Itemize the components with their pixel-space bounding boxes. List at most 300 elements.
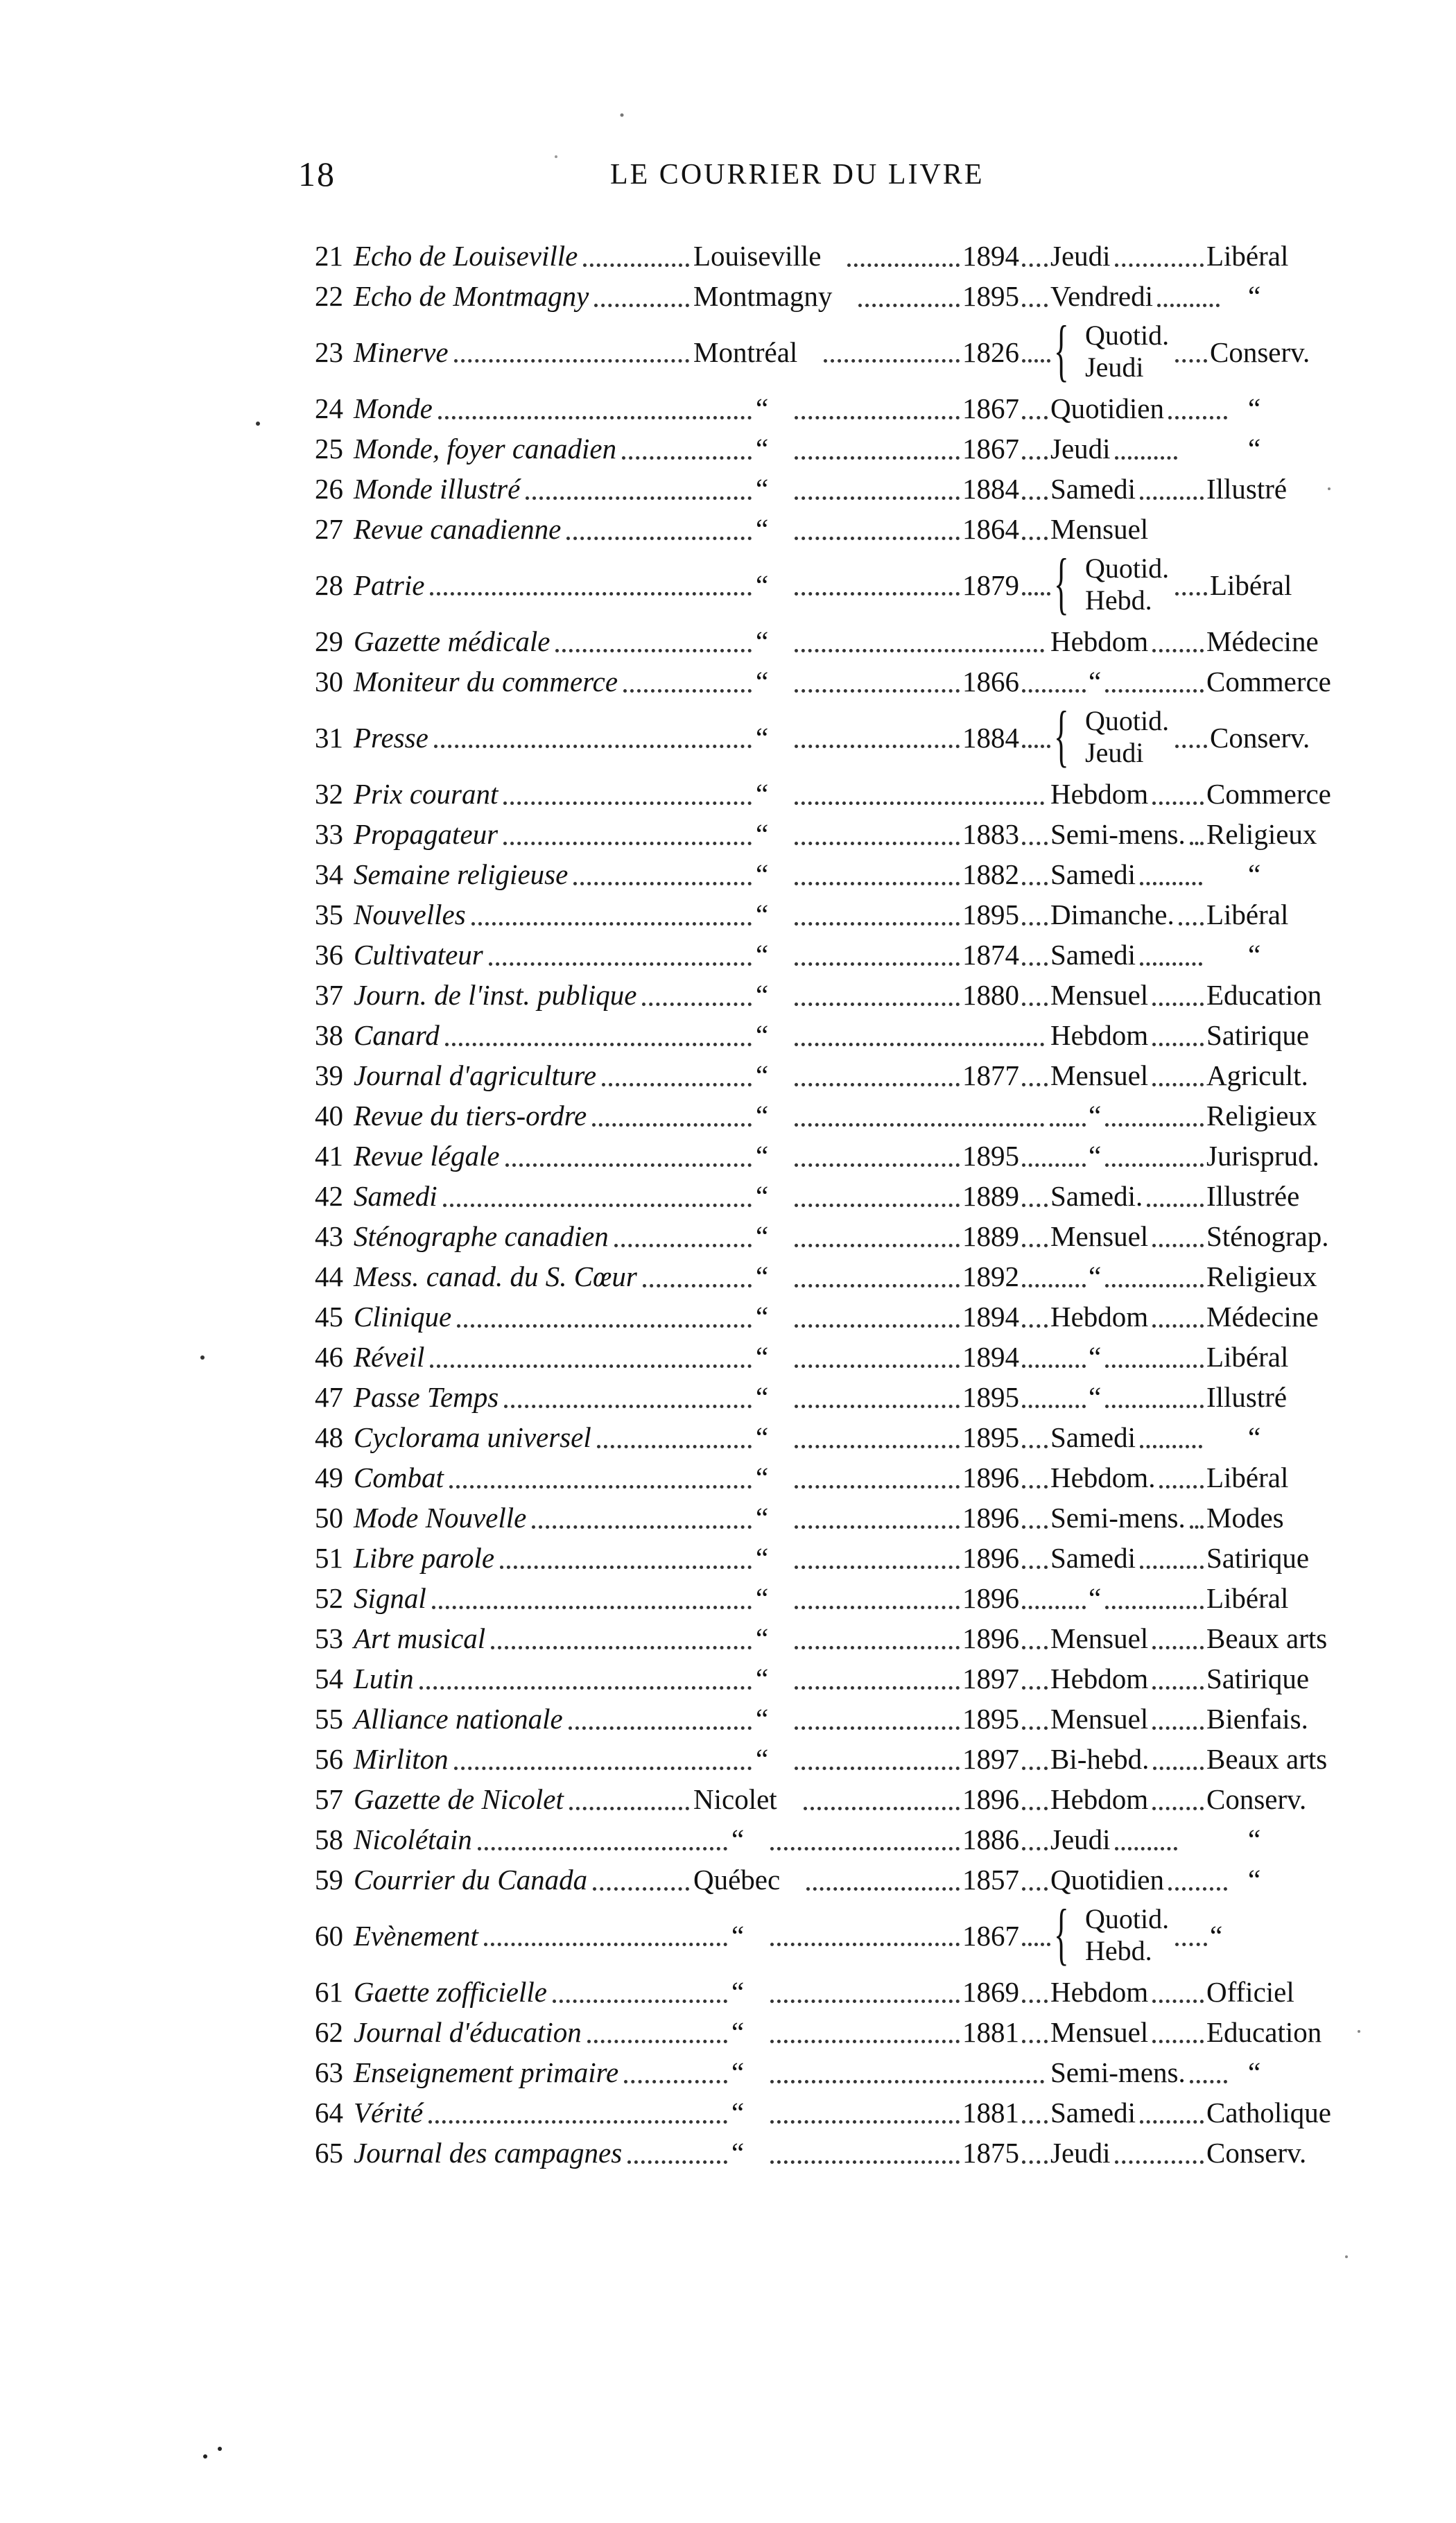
political-orientation: Satirique <box>1206 1542 1310 1574</box>
city: “ <box>731 1823 745 1855</box>
entry-number: 45 <box>315 1301 343 1333</box>
dot-leader <box>491 1646 752 1649</box>
periodicity-primary: Quotid. <box>1085 320 1170 351</box>
periodicity: “ <box>1089 1140 1102 1172</box>
founding-year: 1877 <box>962 1059 1019 1091</box>
dot-leader <box>1050 1123 1086 1127</box>
entry-number: 48 <box>315 1421 343 1453</box>
dot-leader <box>770 2120 960 2124</box>
political-orientation: Conserv. <box>1210 336 1310 368</box>
dot-leader <box>795 1244 960 1247</box>
founding-year: 1882 <box>962 858 1019 890</box>
periodicity: Samedi. <box>1050 1180 1143 1212</box>
dot-leader <box>597 1445 752 1448</box>
entry-number: 26 <box>315 473 343 505</box>
periodicity: Vendredi <box>1050 280 1154 312</box>
periodicity: “ <box>1089 1260 1102 1292</box>
dot-leader <box>434 745 752 748</box>
dot-leader <box>1022 1364 1086 1368</box>
entry-number: 31 <box>315 722 343 754</box>
list-item <box>0 236 1456 276</box>
newspaper-title: Mode Nouvelle <box>354 1502 527 1534</box>
political-orientation: Religieux <box>1206 818 1317 850</box>
dot-leader <box>553 2000 727 2003</box>
political-orientation: Commerce <box>1206 778 1331 810</box>
entry-number: 29 <box>315 625 343 657</box>
entry-number: 33 <box>315 818 343 850</box>
newspaper-title: Journ. de l'inst. publique <box>354 979 637 1011</box>
city: “ <box>756 1421 769 1453</box>
list-item <box>0 428 1456 469</box>
founding-year: 1884 <box>962 473 1019 505</box>
list-item <box>0 661 1456 702</box>
dot-leader <box>795 1364 960 1368</box>
founding-year: 1896 <box>962 1462 1019 1493</box>
periodicity: Hebdom <box>1050 1663 1149 1694</box>
dot-leader <box>1022 689 1086 693</box>
list-item <box>0 814 1456 854</box>
list-item <box>0 1859 1456 1900</box>
newspaper-title: Réveil <box>354 1341 425 1373</box>
dot-leader <box>1168 416 1227 419</box>
dot-leader <box>795 1767 960 1770</box>
newspaper-title: Monde illustré <box>354 473 521 505</box>
entry-number: 23 <box>315 336 343 368</box>
political-orientation: Libéral <box>1206 240 1289 272</box>
city: “ <box>756 818 769 850</box>
list-item <box>0 1618 1456 1658</box>
entry-number: 50 <box>315 1502 343 1534</box>
city: “ <box>756 1019 769 1051</box>
dot-leader <box>1022 2120 1048 2124</box>
periodicity: Semi-mens. <box>1050 1502 1186 1534</box>
political-orientation: Libéral <box>1206 1341 1289 1373</box>
dot-leader <box>1115 2160 1204 2164</box>
dot-leader <box>1105 1364 1204 1368</box>
newspaper-title: Gazette médicale <box>354 625 551 657</box>
city: “ <box>756 1059 769 1091</box>
political-orientation: Catholique <box>1206 2097 1331 2128</box>
periodicity-primary: Quotid. <box>1085 705 1170 736</box>
list-item <box>0 1216 1456 1256</box>
dot-leader <box>795 1646 960 1649</box>
dot-leader <box>1140 2120 1204 2124</box>
city: “ <box>756 433 769 465</box>
political-orientation: Conserv. <box>1210 722 1310 754</box>
dot-leader <box>573 882 752 885</box>
periodicity: “ <box>1089 666 1102 697</box>
newspaper-title: Journal d'agriculture <box>354 1059 597 1091</box>
dot-leader <box>1152 1083 1204 1086</box>
dot-leader <box>1105 1123 1204 1127</box>
newspaper-title: Samedi <box>354 1180 437 1212</box>
list-item <box>0 1819 1456 1859</box>
political-orientation: Illustré <box>1206 473 1288 505</box>
entry-number: 41 <box>315 1140 343 1172</box>
list-item <box>0 311 1456 388</box>
entry-number: 22 <box>315 280 343 312</box>
periodicity-secondary: Hebd. <box>1085 1935 1152 1966</box>
dot-leader <box>1022 263 1048 267</box>
founding-year: 1895 <box>962 899 1019 930</box>
dot-leader <box>1115 456 1177 460</box>
dot-leader <box>770 1847 960 1850</box>
founding-year: 1867 <box>962 433 1019 465</box>
dot-leader <box>1022 1686 1048 1690</box>
political-orientation: Beaux arts <box>1206 1743 1328 1775</box>
dot-leader <box>795 922 960 926</box>
speck <box>218 2447 222 2451</box>
political-orientation: Modes <box>1206 1502 1284 1534</box>
page-number: 18 <box>298 155 336 193</box>
dot-leader <box>1022 1003 1048 1006</box>
dot-leader <box>1190 1525 1204 1529</box>
periodicity: Mensuel <box>1050 979 1149 1011</box>
dot-leader <box>1022 1244 1048 1247</box>
political-orientation: Satirique <box>1206 1019 1310 1051</box>
list-item <box>0 1538 1456 1578</box>
political-orientation: Conserv. <box>1206 2137 1307 2169</box>
dot-leader <box>430 1364 752 1368</box>
dot-leader <box>795 1003 960 1006</box>
city: “ <box>731 1920 745 1952</box>
city: “ <box>756 1220 769 1252</box>
entry-number: 46 <box>315 1341 343 1373</box>
periodicity: Semi-mens. <box>1050 818 1186 850</box>
list-item <box>0 975 1456 1015</box>
political-orientation: “ <box>1248 433 1261 465</box>
dot-leader <box>583 263 689 267</box>
list-item <box>0 1658 1456 1699</box>
dot-leader <box>1022 1767 1048 1770</box>
dot-leader <box>1022 1887 1048 1891</box>
city: “ <box>756 473 769 505</box>
founding-year: 1866 <box>962 666 1019 697</box>
dot-leader <box>770 2160 960 2164</box>
political-orientation: Libéral <box>1210 569 1292 601</box>
city: Louiseville <box>693 240 822 272</box>
dot-leader <box>770 1943 960 1946</box>
dot-leader <box>1022 842 1048 845</box>
dot-leader <box>1159 1485 1204 1489</box>
dot-leader <box>795 649 1044 652</box>
periodicity: Jeudi <box>1050 1823 1111 1855</box>
entry-number: 60 <box>315 1920 343 1952</box>
dot-leader <box>532 1525 752 1529</box>
political-orientation: Commerce <box>1206 666 1331 697</box>
dot-leader <box>592 1123 752 1127</box>
dot-leader <box>770 2000 960 2003</box>
dot-leader <box>1140 1445 1202 1448</box>
dot-leader <box>770 2080 1044 2083</box>
dot-leader <box>432 1606 752 1609</box>
city: “ <box>756 899 769 930</box>
dot-leader <box>1140 962 1202 966</box>
newspaper-title: Vérité <box>354 2097 424 2128</box>
list-item <box>0 774 1456 814</box>
dot-leader <box>1115 263 1204 267</box>
periodicity: Hebdom <box>1050 625 1149 657</box>
speck <box>621 114 624 117</box>
founding-year: 1897 <box>962 1743 1019 1775</box>
dot-leader <box>1022 456 1048 460</box>
city: “ <box>731 2016 745 2048</box>
list-item <box>0 1055 1456 1095</box>
dot-leader <box>795 1405 960 1408</box>
political-orientation: “ <box>1248 1864 1261 1896</box>
periodicity-secondary: Hebd. <box>1085 584 1152 616</box>
dot-leader <box>1175 592 1207 596</box>
dot-leader <box>1022 1807 1048 1810</box>
political-orientation: Bienfais. <box>1206 1703 1308 1735</box>
city: “ <box>731 2056 745 2088</box>
dot-leader <box>1022 1566 1048 1569</box>
periodicity: Dimanche. <box>1050 899 1175 930</box>
political-orientation: Conserv. <box>1206 1783 1307 1815</box>
periodicity: “ <box>1089 1381 1102 1413</box>
newspaper-title: Cultivateur <box>354 939 483 971</box>
dot-leader <box>1105 1606 1204 1609</box>
list-item <box>0 1457 1456 1498</box>
founding-year: 1875 <box>962 2137 1019 2169</box>
list-item <box>0 276 1456 316</box>
city: “ <box>731 2137 745 2169</box>
dot-leader <box>795 1284 960 1287</box>
entry-number: 40 <box>315 1100 343 1132</box>
newspaper-title: Combat <box>354 1462 444 1493</box>
newspaper-title: Nicolétain <box>354 1823 472 1855</box>
dot-leader <box>1022 2000 1048 2003</box>
founding-year: 1897 <box>962 1663 1019 1694</box>
entry-number: 62 <box>315 2016 343 2048</box>
dot-leader <box>1022 922 1048 926</box>
dot-leader <box>795 842 960 845</box>
political-orientation: “ <box>1210 1920 1223 1952</box>
dot-leader <box>1022 359 1050 363</box>
newspaper-title: Lutin <box>354 1663 414 1694</box>
dot-leader <box>795 1123 1044 1127</box>
founding-year: 1881 <box>962 2097 1019 2128</box>
dot-leader <box>824 359 960 363</box>
periodicity: Hebdom <box>1050 1301 1149 1333</box>
founding-year: 1895 <box>962 280 1019 312</box>
dot-leader <box>1022 537 1048 540</box>
dot-leader <box>1105 1163 1204 1167</box>
entry-number: 56 <box>315 1743 343 1775</box>
dot-leader <box>795 1204 960 1207</box>
dot-leader <box>1157 304 1220 307</box>
dot-leader <box>1022 1847 1048 1850</box>
city: Montréal <box>693 336 798 368</box>
newspaper-title: Patrie <box>354 569 425 601</box>
city: “ <box>731 1976 745 2008</box>
newspaper-title: Gaette zofficielle <box>354 1976 547 2008</box>
dot-leader <box>1105 689 1204 693</box>
dot-leader <box>623 689 752 693</box>
political-orientation: Libéral <box>1206 1462 1289 1493</box>
founding-year: 1896 <box>962 1622 1019 1654</box>
list-item <box>0 1417 1456 1457</box>
political-orientation: Religieux <box>1206 1100 1317 1132</box>
dot-leader <box>1022 1445 1048 1448</box>
newspaper-title: Echo de Montmagny <box>354 280 589 312</box>
city: “ <box>756 1100 769 1132</box>
dot-leader <box>1022 1485 1048 1489</box>
dot-leader <box>428 2120 727 2124</box>
periodicity: Samedi <box>1050 473 1136 505</box>
city: Montmagny <box>693 280 833 312</box>
entry-number: 30 <box>315 666 343 697</box>
founding-year: 1896 <box>962 1542 1019 1574</box>
dot-leader <box>593 1887 689 1891</box>
dot-leader <box>504 1405 752 1408</box>
entry-number: 55 <box>315 1703 343 1735</box>
list-item <box>0 469 1456 509</box>
dot-leader <box>795 962 960 966</box>
dot-leader <box>503 842 752 845</box>
dot-leader <box>454 1767 752 1770</box>
founding-year: 1894 <box>962 240 1019 272</box>
dot-leader <box>484 1943 727 1946</box>
entry-number: 32 <box>315 778 343 810</box>
founding-year: 1895 <box>962 1140 1019 1172</box>
newspaper-title: Presse <box>354 722 428 754</box>
dot-leader <box>795 1606 960 1609</box>
dot-leader <box>795 1485 960 1489</box>
dot-leader <box>795 592 960 596</box>
city: “ <box>756 1703 769 1735</box>
dot-leader <box>1152 1686 1204 1690</box>
periodicity-primary: Quotid. <box>1085 1903 1170 1934</box>
dot-leader <box>627 2160 727 2164</box>
dot-leader <box>795 416 960 419</box>
dot-leader <box>795 1043 1044 1046</box>
dot-leader <box>555 649 752 652</box>
dot-leader <box>566 537 752 540</box>
dot-leader <box>1152 1807 1204 1810</box>
city: “ <box>756 1502 769 1534</box>
periodicity: Mensuel <box>1050 1703 1149 1735</box>
entry-number: 38 <box>315 1019 343 1051</box>
dot-leader <box>795 689 960 693</box>
political-orientation: Illustrée <box>1206 1180 1300 1212</box>
founding-year: 1892 <box>962 1260 1019 1292</box>
dot-leader <box>1152 1043 1204 1046</box>
dot-leader <box>602 1083 752 1086</box>
dot-leader <box>1175 359 1207 363</box>
dot-leader <box>1022 1083 1048 1086</box>
founding-year: 1896 <box>962 1502 1019 1534</box>
newspaper-title: Monde, foyer canadien <box>354 433 617 465</box>
dot-leader <box>1022 1405 1086 1408</box>
periodicity: Jeudi <box>1050 433 1111 465</box>
newspaper-title: Prix courant <box>354 778 499 810</box>
dot-leader <box>1022 304 1048 307</box>
newspaper-title: Mirliton <box>354 1743 449 1775</box>
founding-year: 1886 <box>962 1823 1019 1855</box>
political-orientation: Beaux arts <box>1206 1622 1328 1654</box>
running-title: LE COURRIER DU LIVRE <box>610 159 985 191</box>
dot-leader <box>795 1163 960 1167</box>
founding-year: 1869 <box>962 1976 1019 2008</box>
founding-year: 1894 <box>962 1341 1019 1373</box>
founding-year: 1894 <box>962 1301 1019 1333</box>
list-item <box>0 1095 1456 1136</box>
periodicity: “ <box>1089 1100 1102 1132</box>
city: “ <box>756 858 769 890</box>
list-item <box>0 2012 1456 2052</box>
city: “ <box>756 1622 769 1654</box>
political-orientation: “ <box>1248 2056 1261 2088</box>
dot-leader <box>795 1566 960 1569</box>
entry-number: 52 <box>315 1582 343 1614</box>
newspaper-title: Journal d'éducation <box>354 2016 582 2048</box>
political-orientation: Education <box>1206 2016 1322 2048</box>
entry-number: 59 <box>315 1864 343 1896</box>
list-item <box>0 1779 1456 1819</box>
entry-number: 43 <box>315 1220 343 1252</box>
dot-leader <box>445 1043 752 1046</box>
dot-leader <box>1022 416 1048 419</box>
political-orientation: Agricult. <box>1206 1059 1308 1091</box>
dot-leader <box>478 1847 727 1850</box>
dot-leader <box>1140 1566 1204 1569</box>
founding-year: 1896 <box>962 1783 1019 1815</box>
periodicity: Mensuel <box>1050 1220 1149 1252</box>
city: “ <box>756 1582 769 1614</box>
dot-leader <box>1022 1284 1086 1287</box>
dot-leader <box>419 1686 752 1690</box>
founding-year: 1895 <box>962 1381 1019 1413</box>
city: “ <box>756 979 769 1011</box>
founding-year: 1879 <box>962 569 1019 601</box>
dot-leader <box>614 1244 752 1247</box>
list-item <box>0 1015 1456 1055</box>
newspaper-title: Moniteur du commerce <box>354 666 618 697</box>
dot-leader <box>489 962 752 966</box>
periodicity-stack <box>1085 320 1169 384</box>
dot-leader <box>1140 496 1204 500</box>
periodicity: Samedi <box>1050 858 1136 890</box>
dot-leader <box>770 2040 960 2043</box>
city: “ <box>756 1260 769 1292</box>
list-item <box>0 1176 1456 1216</box>
page-header <box>0 154 1456 202</box>
dot-leader <box>643 1284 752 1287</box>
entry-number: 24 <box>315 392 343 424</box>
dot-leader <box>1022 1646 1048 1649</box>
dot-leader <box>1190 2080 1227 2083</box>
periodicity: Semi-mens. <box>1050 2056 1186 2088</box>
periodicity: Hebdom <box>1050 1976 1149 2008</box>
newspaper-title: Mess. canad. du S. Cœur <box>354 1260 637 1292</box>
city: “ <box>756 666 769 697</box>
list-item <box>0 1377 1456 1417</box>
brace: { <box>1054 544 1069 621</box>
city: “ <box>756 569 769 601</box>
entry-number: 28 <box>315 569 343 601</box>
list-item <box>0 935 1456 975</box>
periodicity: Samedi <box>1050 2097 1136 2128</box>
dot-leader <box>430 592 752 596</box>
dot-leader <box>795 882 960 885</box>
entry-number: 25 <box>315 433 343 465</box>
dot-leader <box>1105 1284 1204 1287</box>
entry-number: 34 <box>315 858 343 890</box>
list-item <box>0 509 1456 549</box>
newspaper-title: Alliance nationale <box>354 1703 563 1735</box>
dot-leader <box>1152 1003 1204 1006</box>
